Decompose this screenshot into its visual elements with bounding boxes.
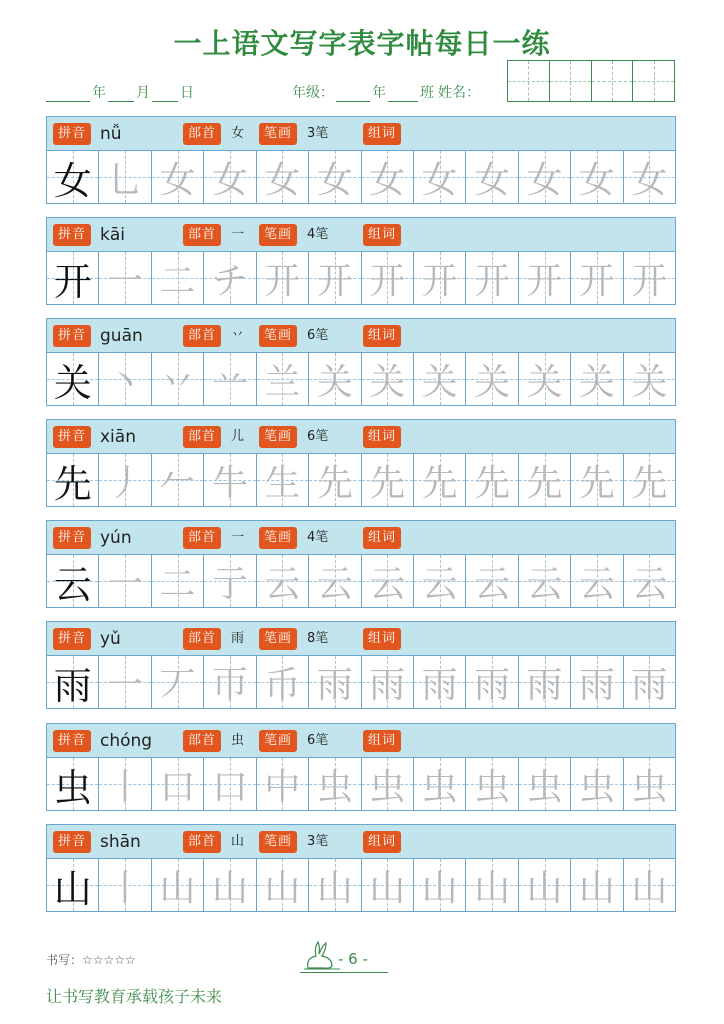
trace-char: 雨 bbox=[369, 664, 406, 706]
trace-cell[interactable] bbox=[362, 555, 414, 607]
model-char: 关 bbox=[53, 360, 92, 405]
trace-char: チ bbox=[211, 260, 248, 302]
page-title: 一上语文写字表字帖每日一练 bbox=[173, 27, 551, 60]
trace-cell[interactable] bbox=[414, 454, 466, 506]
trace-char: 女 bbox=[264, 159, 301, 201]
trace-char: 开 bbox=[578, 260, 615, 302]
trace-char: 开 bbox=[264, 260, 301, 302]
trace-cell[interactable] bbox=[624, 252, 675, 304]
trace-char: 山 bbox=[421, 867, 458, 909]
trace-cell[interactable] bbox=[152, 353, 204, 405]
date-line bbox=[46, 82, 196, 104]
trace-char: 山 bbox=[631, 867, 668, 909]
words-tag[interactable]: 组词 bbox=[363, 224, 401, 246]
trace-char: 先 bbox=[631, 462, 668, 504]
tian-grid bbox=[46, 858, 676, 912]
model-char-cell bbox=[47, 859, 99, 911]
trace-char: 虫 bbox=[631, 766, 668, 808]
footer-slogan: 让书写教育承载孩子未来 bbox=[46, 987, 223, 1006]
radical-tag: 部首 bbox=[183, 730, 221, 752]
trace-char: 虫 bbox=[421, 766, 458, 808]
trace-char: 女 bbox=[631, 159, 668, 201]
trace-char: 关 bbox=[316, 361, 353, 403]
trace-char: 丷 bbox=[159, 361, 196, 403]
year-label: 年 bbox=[92, 85, 106, 101]
pinyin-value: yǔ bbox=[100, 629, 121, 649]
tian-grid bbox=[46, 655, 676, 709]
strokes-value: 6笔 bbox=[307, 429, 329, 444]
trace-char: 关 bbox=[421, 361, 458, 403]
pinyin-value: guān bbox=[100, 326, 143, 346]
trace-cell[interactable] bbox=[466, 555, 518, 607]
strokes-tag: 笔画 bbox=[259, 426, 297, 448]
trace-char: 云 bbox=[421, 563, 458, 605]
row-header bbox=[46, 419, 676, 453]
trace-cell[interactable] bbox=[624, 555, 675, 607]
radical-value: 女 bbox=[231, 126, 245, 141]
trace-char: 山 bbox=[474, 867, 511, 909]
trace-char: 一 bbox=[107, 563, 144, 605]
trace-char: 先 bbox=[578, 462, 615, 504]
radical-tag: 部首 bbox=[183, 224, 221, 246]
trace-char: 一 bbox=[107, 664, 144, 706]
trace-cell[interactable] bbox=[466, 252, 518, 304]
trace-cell[interactable] bbox=[571, 859, 623, 911]
trace-cell[interactable] bbox=[204, 353, 256, 405]
trace-cell[interactable] bbox=[309, 859, 361, 911]
name-cell[interactable] bbox=[550, 61, 592, 101]
pinyin-value: kāi bbox=[100, 225, 125, 245]
trace-char: 先 bbox=[526, 462, 563, 504]
name-grid[interactable] bbox=[507, 60, 675, 102]
trace-char: 兰 bbox=[264, 361, 301, 403]
words-tag[interactable]: 组词 bbox=[363, 831, 401, 853]
strokes-tag: 笔画 bbox=[259, 527, 297, 549]
row-header bbox=[46, 824, 676, 858]
trace-char: 生 bbox=[264, 462, 301, 504]
day-label: 日 bbox=[180, 85, 194, 101]
tian-grid bbox=[46, 554, 676, 608]
trace-cell[interactable] bbox=[152, 758, 204, 810]
trace-char: 雨 bbox=[474, 664, 511, 706]
trace-cell[interactable] bbox=[99, 859, 151, 911]
trace-cell[interactable] bbox=[152, 555, 204, 607]
trace-cell[interactable] bbox=[414, 555, 466, 607]
trace-cell[interactable] bbox=[309, 252, 361, 304]
trace-char: 云 bbox=[474, 563, 511, 605]
trace-cell[interactable] bbox=[257, 252, 309, 304]
trace-cell[interactable] bbox=[204, 555, 256, 607]
trace-cell[interactable] bbox=[152, 859, 204, 911]
trace-cell[interactable] bbox=[99, 353, 151, 405]
pinyin-value: xiān bbox=[100, 427, 136, 447]
words-tag[interactable]: 组词 bbox=[363, 628, 401, 650]
char-row bbox=[46, 520, 676, 608]
tian-grid bbox=[46, 453, 676, 507]
trace-cell[interactable] bbox=[99, 454, 151, 506]
grade-blank[interactable] bbox=[336, 88, 370, 102]
trace-char: 山 bbox=[211, 867, 248, 909]
trace-cell[interactable] bbox=[152, 151, 204, 203]
trace-cell[interactable] bbox=[571, 555, 623, 607]
rabbit-icon bbox=[302, 938, 342, 972]
radical-value: 一 bbox=[231, 227, 245, 242]
trace-char: 山 bbox=[159, 867, 196, 909]
trace-char: 女 bbox=[369, 159, 406, 201]
trace-cell[interactable] bbox=[362, 252, 414, 304]
trace-char: 丿 bbox=[107, 462, 144, 504]
trace-cell[interactable] bbox=[99, 758, 151, 810]
name-label: 姓名： bbox=[438, 85, 480, 101]
words-tag[interactable]: 组词 bbox=[363, 325, 401, 347]
model-char: 山 bbox=[53, 866, 92, 911]
strokes-value: 3笔 bbox=[307, 834, 329, 849]
trace-char: 虫 bbox=[316, 766, 353, 808]
trace-cell[interactable] bbox=[362, 758, 414, 810]
trace-cell[interactable] bbox=[309, 758, 361, 810]
trace-cell[interactable] bbox=[414, 656, 466, 708]
trace-char: 二 bbox=[159, 260, 196, 302]
trace-char: 先 bbox=[316, 462, 353, 504]
strokes-value: 3笔 bbox=[307, 126, 329, 141]
char-row bbox=[46, 318, 676, 406]
trace-char: 一 bbox=[107, 260, 144, 302]
row-header bbox=[46, 520, 676, 554]
pinyin-value: shān bbox=[100, 832, 141, 852]
month-label: 月 bbox=[136, 85, 150, 101]
radical-tag: 部首 bbox=[183, 325, 221, 347]
trace-cell[interactable] bbox=[362, 353, 414, 405]
model-char: 虫 bbox=[53, 765, 92, 810]
trace-cell[interactable] bbox=[257, 454, 309, 506]
trace-cell[interactable] bbox=[204, 656, 256, 708]
trace-cell[interactable] bbox=[309, 454, 361, 506]
trace-cell[interactable] bbox=[257, 151, 309, 203]
trace-char: 雨 bbox=[526, 664, 563, 706]
trace-cell[interactable] bbox=[99, 656, 151, 708]
radical-tag: 部首 bbox=[183, 628, 221, 650]
trace-char: 先 bbox=[421, 462, 458, 504]
trace-cell[interactable] bbox=[519, 151, 571, 203]
pinyin-value: chóng bbox=[100, 731, 153, 751]
trace-char: 女 bbox=[421, 159, 458, 201]
trace-cell[interactable] bbox=[571, 454, 623, 506]
trace-char: 开 bbox=[474, 260, 511, 302]
model-char-cell bbox=[47, 353, 99, 405]
trace-char: 关 bbox=[526, 361, 563, 403]
strokes-tag: 笔画 bbox=[259, 831, 297, 853]
grade-label: 年级： bbox=[292, 85, 334, 101]
rating-stars[interactable]: 书写：☆☆☆☆☆ bbox=[46, 953, 136, 967]
trace-char: 女 bbox=[316, 159, 353, 201]
trace-cell[interactable] bbox=[466, 758, 518, 810]
trace-cell[interactable] bbox=[309, 656, 361, 708]
strokes-tag: 笔画 bbox=[259, 224, 297, 246]
char-row bbox=[46, 419, 676, 507]
trace-char: 关 bbox=[578, 361, 615, 403]
char-row bbox=[46, 116, 676, 204]
row-header bbox=[46, 723, 676, 757]
trace-cell[interactable] bbox=[362, 859, 414, 911]
trace-cell[interactable] bbox=[519, 656, 571, 708]
char-row bbox=[46, 824, 676, 912]
pinyin-tag: 拼音 bbox=[53, 123, 91, 145]
trace-cell[interactable] bbox=[414, 151, 466, 203]
model-char-cell bbox=[47, 656, 99, 708]
model-char-cell bbox=[47, 252, 99, 304]
strokes-tag: 笔画 bbox=[259, 628, 297, 650]
radical-tag: 部首 bbox=[183, 831, 221, 853]
trace-char: 虫 bbox=[578, 766, 615, 808]
radical-value: 丷 bbox=[231, 328, 245, 343]
strokes-value: 6笔 bbox=[307, 328, 329, 343]
trace-cell[interactable] bbox=[414, 353, 466, 405]
trace-cell[interactable] bbox=[99, 555, 151, 607]
trace-cell[interactable] bbox=[624, 454, 675, 506]
trace-char: 云 bbox=[631, 563, 668, 605]
trace-cell[interactable] bbox=[257, 656, 309, 708]
radical-value: 虫 bbox=[231, 733, 245, 748]
strokes-value: 4笔 bbox=[307, 530, 329, 545]
trace-char: 女 bbox=[211, 159, 248, 201]
trace-char: 口 bbox=[159, 766, 196, 808]
pinyin-value: nǚ bbox=[100, 124, 122, 144]
trace-char: 开 bbox=[526, 260, 563, 302]
trace-cell[interactable] bbox=[466, 656, 518, 708]
strokes-value: 6笔 bbox=[307, 733, 329, 748]
trace-cell[interactable] bbox=[152, 454, 204, 506]
trace-char: 𠂉 bbox=[159, 462, 196, 504]
trace-cell[interactable] bbox=[257, 353, 309, 405]
class-label: 班 bbox=[420, 85, 434, 101]
strokes-tag: 笔画 bbox=[259, 123, 297, 145]
pinyin-tag: 拼音 bbox=[53, 730, 91, 752]
row-header bbox=[46, 318, 676, 352]
trace-cell[interactable] bbox=[99, 151, 151, 203]
trace-cell[interactable] bbox=[466, 454, 518, 506]
trace-cell[interactable] bbox=[519, 454, 571, 506]
trace-char: 云 bbox=[526, 563, 563, 605]
tian-grid bbox=[46, 757, 676, 811]
trace-cell[interactable] bbox=[362, 151, 414, 203]
page-number: - 6 - bbox=[338, 950, 368, 968]
trace-char: 山 bbox=[578, 867, 615, 909]
words-tag[interactable]: 组词 bbox=[363, 426, 401, 448]
trace-char: 雨 bbox=[631, 664, 668, 706]
model-char: 云 bbox=[53, 562, 92, 607]
trace-cell[interactable] bbox=[624, 151, 675, 203]
trace-cell[interactable] bbox=[204, 859, 256, 911]
grade-line bbox=[290, 82, 482, 104]
trace-cell[interactable] bbox=[466, 353, 518, 405]
words-tag[interactable]: 组词 bbox=[363, 527, 401, 549]
trace-cell[interactable] bbox=[204, 454, 256, 506]
trace-char: 女 bbox=[578, 159, 615, 201]
day-blank[interactable] bbox=[152, 88, 178, 102]
model-char-cell bbox=[47, 454, 99, 506]
trace-cell[interactable] bbox=[466, 859, 518, 911]
trace-cell[interactable] bbox=[152, 252, 204, 304]
page-underline bbox=[300, 972, 388, 973]
pinyin-tag: 拼音 bbox=[53, 527, 91, 549]
radical-value: 一 bbox=[231, 530, 245, 545]
trace-cell[interactable] bbox=[362, 656, 414, 708]
radical-tag: 部首 bbox=[183, 527, 221, 549]
trace-char: 中 bbox=[264, 766, 301, 808]
trace-cell[interactable] bbox=[204, 252, 256, 304]
trace-char: 先 bbox=[369, 462, 406, 504]
tian-grid bbox=[46, 352, 676, 406]
trace-cell[interactable] bbox=[99, 252, 151, 304]
trace-cell[interactable] bbox=[519, 252, 571, 304]
radical-value: 山 bbox=[231, 834, 245, 849]
trace-cell[interactable] bbox=[257, 758, 309, 810]
trace-cell[interactable] bbox=[624, 656, 675, 708]
pinyin-tag: 拼音 bbox=[53, 224, 91, 246]
trace-cell[interactable] bbox=[204, 758, 256, 810]
radical-value: 雨 bbox=[231, 631, 245, 646]
trace-cell[interactable] bbox=[571, 252, 623, 304]
char-row bbox=[46, 621, 676, 709]
trace-char: 丶 bbox=[107, 361, 144, 403]
trace-cell[interactable] bbox=[309, 555, 361, 607]
model-char-cell bbox=[47, 151, 99, 203]
trace-char: 丨 bbox=[107, 867, 144, 909]
pinyin-value: yún bbox=[100, 528, 132, 548]
trace-char: 关 bbox=[474, 361, 511, 403]
pinyin-tag: 拼音 bbox=[53, 831, 91, 853]
trace-char: 开 bbox=[369, 260, 406, 302]
strokes-tag: 笔画 bbox=[259, 325, 297, 347]
trace-char: 山 bbox=[526, 867, 563, 909]
trace-char: 币 bbox=[264, 664, 301, 706]
radical-tag: 部首 bbox=[183, 123, 221, 145]
trace-char: 亍 bbox=[211, 563, 248, 605]
tian-grid bbox=[46, 251, 676, 305]
trace-char: 乚 bbox=[107, 159, 144, 201]
trace-char: 山 bbox=[316, 867, 353, 909]
trace-char: 女 bbox=[526, 159, 563, 201]
model-char: 雨 bbox=[53, 663, 92, 708]
trace-char: 云 bbox=[369, 563, 406, 605]
trace-char: 丨 bbox=[107, 766, 144, 808]
trace-char: 牛 bbox=[211, 462, 248, 504]
model-char: 先 bbox=[53, 461, 92, 506]
strokes-value: 8笔 bbox=[307, 631, 329, 646]
trace-char: 开 bbox=[421, 260, 458, 302]
strokes-tag: 笔画 bbox=[259, 730, 297, 752]
trace-cell[interactable] bbox=[414, 758, 466, 810]
trace-cell[interactable] bbox=[204, 151, 256, 203]
row-header bbox=[46, 621, 676, 655]
trace-cell[interactable] bbox=[624, 758, 675, 810]
trace-cell[interactable] bbox=[571, 151, 623, 203]
trace-char: 山 bbox=[264, 867, 301, 909]
trace-char: 云 bbox=[578, 563, 615, 605]
trace-char: 女 bbox=[159, 159, 196, 201]
radical-value: 儿 bbox=[231, 429, 245, 444]
trace-char: 虫 bbox=[369, 766, 406, 808]
class-blank[interactable] bbox=[388, 88, 418, 102]
trace-char: 帀 bbox=[211, 664, 248, 706]
trace-char: 先 bbox=[474, 462, 511, 504]
trace-cell[interactable] bbox=[414, 859, 466, 911]
pinyin-tag: 拼音 bbox=[53, 426, 91, 448]
name-cell[interactable] bbox=[633, 61, 674, 101]
row-header bbox=[46, 116, 676, 150]
trace-char: 关 bbox=[631, 361, 668, 403]
char-row bbox=[46, 723, 676, 811]
trace-char: 虫 bbox=[526, 766, 563, 808]
words-tag[interactable]: 组词 bbox=[363, 730, 401, 752]
trace-char: 虫 bbox=[474, 766, 511, 808]
trace-char: 女 bbox=[474, 159, 511, 201]
trace-cell[interactable] bbox=[624, 353, 675, 405]
trace-char: 开 bbox=[316, 260, 353, 302]
trace-cell[interactable] bbox=[414, 252, 466, 304]
trace-char: 云 bbox=[264, 563, 301, 605]
trace-cell[interactable] bbox=[519, 555, 571, 607]
name-cell[interactable] bbox=[592, 61, 634, 101]
trace-cell[interactable] bbox=[152, 656, 204, 708]
pinyin-tag: 拼音 bbox=[53, 325, 91, 347]
month-blank[interactable] bbox=[108, 88, 134, 102]
words-tag[interactable]: 组词 bbox=[363, 123, 401, 145]
tian-grid bbox=[46, 150, 676, 204]
model-char: 开 bbox=[53, 259, 92, 304]
trace-char: 䒑 bbox=[211, 361, 248, 403]
trace-cell[interactable] bbox=[257, 555, 309, 607]
trace-char: 雨 bbox=[316, 664, 353, 706]
trace-cell[interactable] bbox=[466, 151, 518, 203]
trace-char: 丆 bbox=[159, 664, 196, 706]
trace-cell[interactable] bbox=[309, 151, 361, 203]
trace-cell[interactable] bbox=[571, 656, 623, 708]
trace-char: 云 bbox=[316, 563, 353, 605]
trace-cell[interactable] bbox=[624, 859, 675, 911]
char-row bbox=[46, 217, 676, 305]
model-char: 女 bbox=[53, 158, 92, 203]
trace-cell[interactable] bbox=[362, 454, 414, 506]
row-header bbox=[46, 217, 676, 251]
trace-cell[interactable] bbox=[519, 859, 571, 911]
trace-char: 雨 bbox=[578, 664, 615, 706]
year-blank[interactable] bbox=[46, 88, 90, 102]
trace-cell[interactable] bbox=[519, 353, 571, 405]
trace-char: 口 bbox=[211, 766, 248, 808]
name-cell[interactable] bbox=[508, 61, 550, 101]
trace-cell[interactable] bbox=[571, 758, 623, 810]
strokes-value: 4笔 bbox=[307, 227, 329, 242]
trace-char: 开 bbox=[631, 260, 668, 302]
trace-char: 二 bbox=[159, 563, 196, 605]
grade-year-label: 年 bbox=[372, 85, 386, 101]
model-char-cell bbox=[47, 758, 99, 810]
trace-cell[interactable] bbox=[571, 353, 623, 405]
pinyin-tag: 拼音 bbox=[53, 628, 91, 650]
model-char-cell bbox=[47, 555, 99, 607]
radical-tag: 部首 bbox=[183, 426, 221, 448]
trace-char: 雨 bbox=[421, 664, 458, 706]
trace-char: 山 bbox=[369, 867, 406, 909]
trace-cell[interactable] bbox=[519, 758, 571, 810]
trace-char: 关 bbox=[369, 361, 406, 403]
trace-cell[interactable] bbox=[257, 859, 309, 911]
trace-cell[interactable] bbox=[309, 353, 361, 405]
